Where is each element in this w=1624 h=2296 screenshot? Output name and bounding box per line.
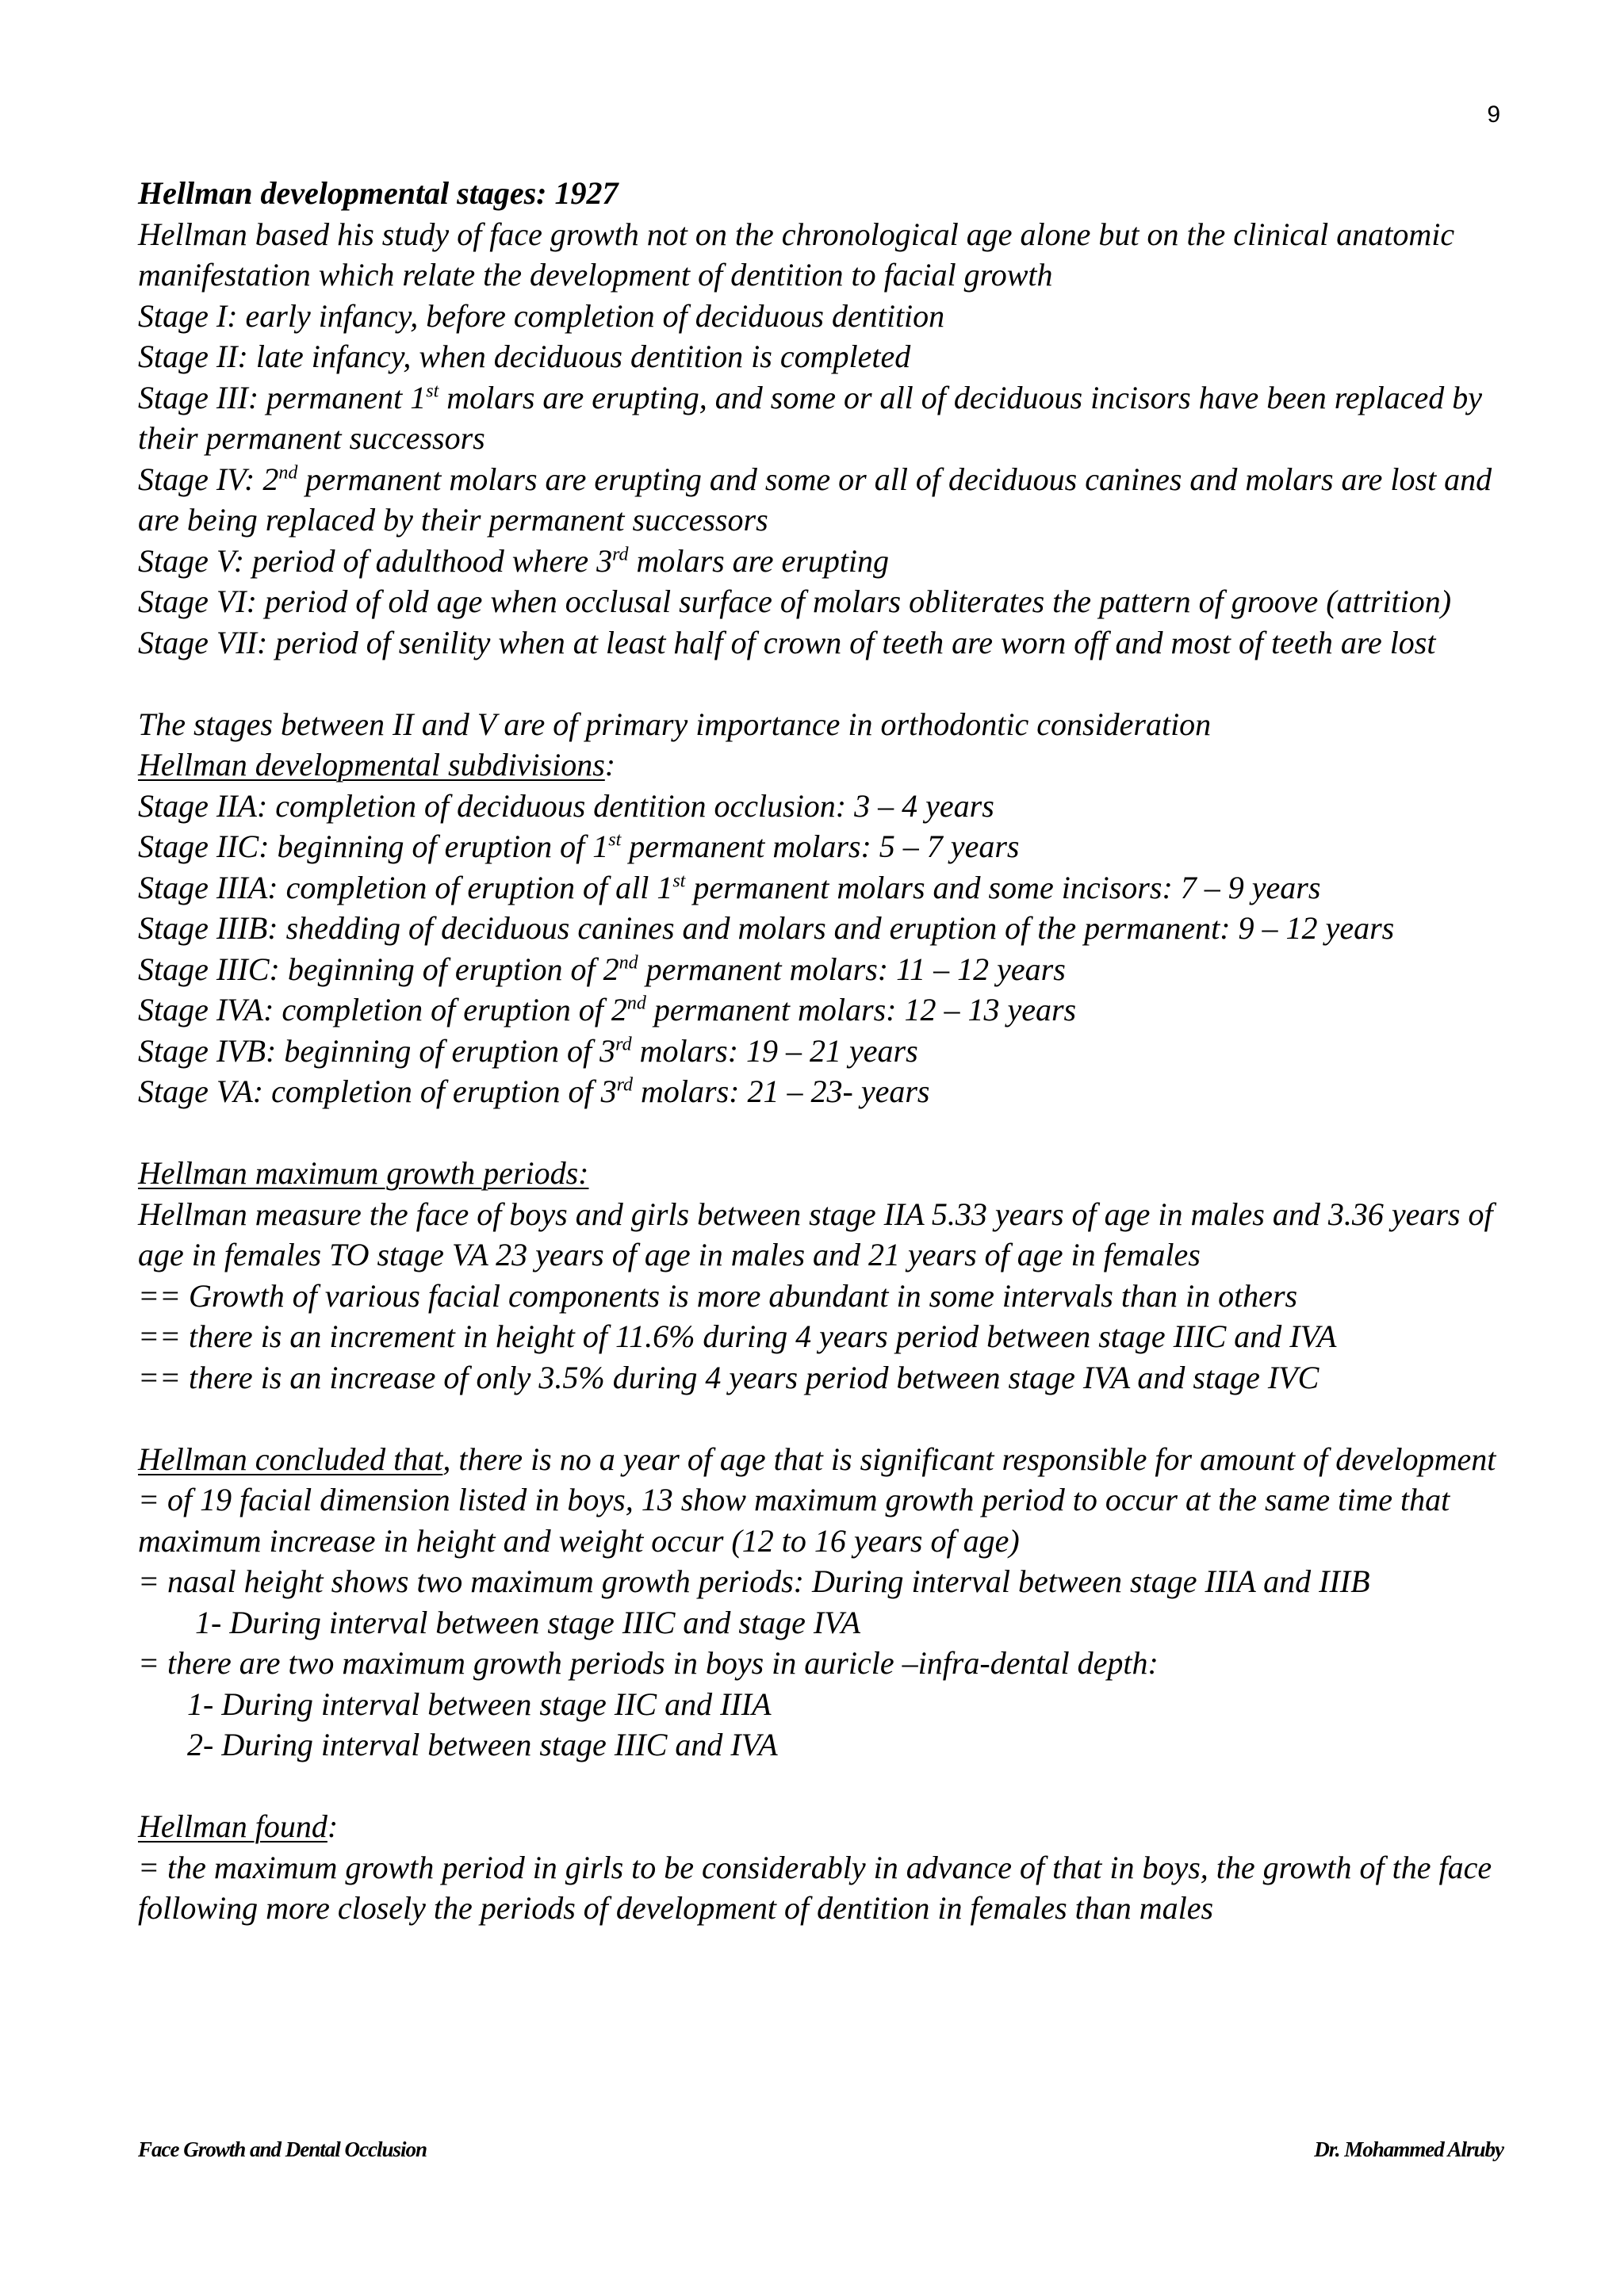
found-heading: Hellman found: <box>138 1808 339 1844</box>
stage-6: Stage VI: period of old age when occlusal surface of molars obliterates the pattern of groove (attrition) <box>138 584 1452 619</box>
max-growth-note-1: == Growth of various facial components is more abundant in some intervals than in others <box>138 1277 1298 1314</box>
subdivision-iva: Stage IVA: completion of eruption of 2nd permanent molars: 12 – 13 years <box>138 992 1077 1027</box>
concluded-point-3: = there are two maximum growth periods in boys in auricle –infra-dental depth: <box>138 1645 1159 1681</box>
stage-7: Stage VII: period of senility when at least half of crown of teeth are worn off and most of teeth are lost <box>138 624 1436 660</box>
concluded-point-2: = nasal height shows two maximum growth periods: During interval between stage IIIA and IIIB <box>138 1563 1370 1599</box>
primary-importance: The stages between II and V are of primary importance in orthodontic consideration <box>138 706 1212 742</box>
subdivisions-heading: Hellman developmental subdivisions: <box>138 747 616 783</box>
page-number: 9 <box>1487 101 1500 128</box>
document-body <box>138 173 1503 1929</box>
stage-1: Stage I: early infancy, before completion of deciduous dentition <box>138 297 945 334</box>
footer-author: Dr. Mohammed Alruby <box>1314 2137 1503 2161</box>
concluded-point-3-item-2: 2- During interval between stage IIIC and IVA <box>187 1727 778 1762</box>
stage-2: Stage II: late infancy, when deciduous dentition is completed <box>138 339 911 374</box>
concluded-point-2-item-1: 1- During interval between stage IIIC and stage IVA <box>195 1604 861 1640</box>
stage-3: Stage III: permanent 1st molars are erupting, and some or all of deciduous incisors have been replaced by their permanent successors <box>138 379 1482 456</box>
max-growth-note-2: == there is an increment in height of 11.6% during 4 years period between stage IIIC and IVA <box>138 1318 1337 1354</box>
subdivision-iiic: Stage IIIC: beginning of eruption of 2nd permanent molars: 11 – 12 years <box>138 951 1066 987</box>
max-growth-heading: Hellman maximum growth periods: <box>138 1155 589 1191</box>
section-title: Hellman developmental stages: 1927 <box>138 175 619 211</box>
stage-5: Stage V: period of adulthood where 3rd molars are erupting <box>138 542 890 579</box>
subdivision-ivb: Stage IVB: beginning of eruption of 3rd molars: 19 – 21 years <box>138 1032 918 1069</box>
found-paragraph: = the maximum growth period in girls to be considerably in advance of that in boys, the growth of the face following more closely the periods of development of dentition in females than males <box>138 1849 1492 1926</box>
concluded-point-3-item-1: 1- During interval between stage IIC and IIIA <box>187 1686 772 1722</box>
concluded-point-1: = of 19 facial dimension listed in boys, 13 show maximum growth period to occur at the same time that maximum increase in height and weight occur (12 to 16 years of age) <box>138 1482 1450 1559</box>
max-growth-note-3: == there is an increase of only 3.5% during 4 years period between stage IVA and stage IVC <box>138 1359 1320 1395</box>
intro-paragraph: Hellman based his study of face growth not on the chronological age alone but on the clinical anatomic manifestation which relate the development of dentition to facial growth <box>138 216 1455 293</box>
footer-book-title: Face Growth and Dental Occlusion <box>138 2137 427 2161</box>
subdivision-va: Stage VA: completion of eruption of 3rd molars: 21 – 23- years <box>138 1073 930 1109</box>
max-growth-paragraph: Hellman measure the face of boys and girls between stage IIA 5.33 years of age in males and 3.36 years of age in females TO stage VA 23 years of age in males and 21 years of age in females <box>138 1196 1493 1272</box>
subdivision-iia: Stage IIA: completion of deciduous dentition occlusion: 3 – 4 years <box>138 787 994 824</box>
subdivision-iic: Stage IIC: beginning of eruption of 1st permanent molars: 5 – 7 years <box>138 828 1020 864</box>
concluded-paragraph: Hellman concluded that, there is no a year of age that is significant responsible for amount of development <box>138 1441 1496 1477</box>
subdivision-iiib: Stage IIIB: shedding of deciduous canines and molars and eruption of the permanent: 9 – 12 years <box>138 910 1395 946</box>
stage-4: Stage IV: 2nd permanent molars are erupting and some or all of deciduous canines and molars are lost and are being replaced by their permanent successors <box>138 461 1492 538</box>
subdivision-iiia: Stage IIIA: completion of eruption of all 1st permanent molars and some incisors: 7 – 9 years <box>138 869 1321 905</box>
